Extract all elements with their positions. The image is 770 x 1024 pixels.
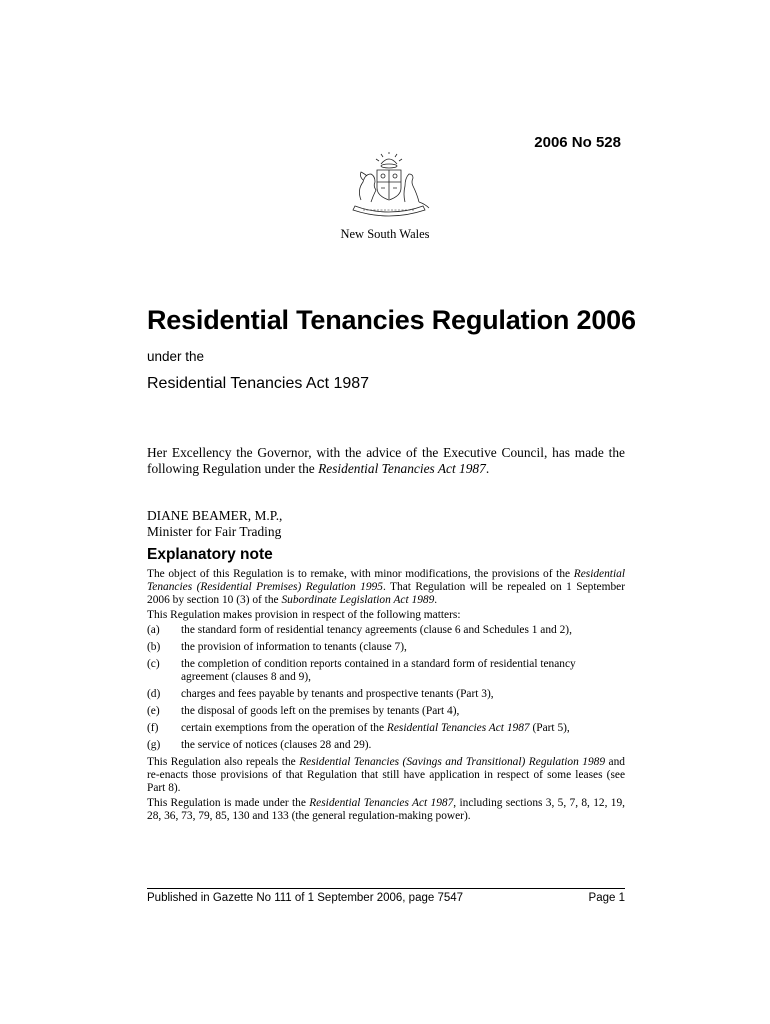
list-item-label: (d) (147, 688, 161, 700)
preamble-act: Residential Tenancies Act 1987 (318, 461, 486, 476)
list-item-text: charges and fees payable by tenants and prospective tenants (Part 3), (181, 688, 494, 700)
text-run: This Regulation also repeals the (147, 756, 300, 768)
regulation-reference: Residential Tenancies (Savings and Transitional) Regulation 1989 (299, 756, 606, 768)
list-item-label: (g) (147, 739, 161, 751)
regulation-reference: Residential Tenancies (Residential Premises) Regulation 1995 (147, 568, 625, 593)
parent-act-name: Residential Tenancies Act 1987 (147, 375, 370, 392)
list-item (147, 739, 625, 752)
explanatory-note-body (147, 568, 625, 825)
explanatory-note-heading: Explanatory note (147, 546, 273, 563)
under-the-label: under the (147, 349, 205, 364)
list-item-text: the completion of condition reports contained in a standard form of residential tenancy agreement (clauses 8 and 9), (181, 658, 576, 683)
list-item (147, 624, 625, 637)
list-item-label: (a) (147, 624, 160, 636)
enacting-preamble (147, 445, 625, 477)
nsw-coat-of-arms-icon (343, 152, 435, 218)
explanatory-paragraph-4 (147, 797, 625, 823)
text-run: certain exemptions from the operation of the (181, 722, 387, 734)
document-number: 2006 No 528 (534, 134, 621, 151)
list-item-text: the service of notices (clauses 28 and 29). (181, 739, 372, 751)
signatory-block (147, 508, 282, 540)
text-run: and re-enacts those provisions of that Regulation that still have application in respect of some leases (see Part 8). (147, 756, 625, 794)
act-reference: Residential Tenancies Act 1987 (386, 722, 530, 734)
regulation-title: Residential Tenancies Regulation 2006 (147, 305, 636, 335)
act-reference: Subordinate Legislation Act 1989 (281, 594, 435, 606)
page-number: Page 1 (588, 892, 625, 904)
list-item-label: (c) (147, 658, 160, 670)
list-item-label: (f) (147, 722, 159, 734)
list-item (147, 641, 625, 654)
list-item-text: the disposal of goods left on the premises by tenants (Part 4), (181, 705, 460, 717)
list-item-label: (b) (147, 641, 161, 653)
footer-divider (147, 888, 625, 889)
text-run: . (434, 594, 438, 606)
signatory-name: DIANE BEAMER, M.P., (147, 508, 283, 523)
act-reference: Residential Tenancies Act 1987 (309, 797, 454, 809)
explanatory-paragraph-2: This Regulation makes provision in respect of the following matters: (147, 609, 461, 621)
preamble-text: Her Excellency the Governor, with the advice of the Executive Council, has made the following Regulation under the (147, 445, 625, 476)
text-run: This Regulation is made under the (147, 797, 310, 809)
list-item (147, 722, 625, 735)
text-run: (Part 5), (529, 722, 570, 734)
list-item (147, 658, 625, 684)
preamble-end: . (485, 461, 490, 476)
text-run: . That Regulation will be repealed on 1 September 2006 by section 10 (3) of the (147, 581, 625, 606)
list-item-text (181, 722, 625, 735)
list-item (147, 705, 625, 718)
state-name: New South Wales (340, 227, 430, 241)
list-item-text: the provision of information to tenants (clause 7), (181, 641, 407, 653)
text-run: The object of this Regulation is to remake, with minor modifications, the provisions of the (147, 568, 574, 580)
explanatory-paragraph-1 (147, 568, 625, 607)
text-run: , including sections 3, 5, 7, 8, 12, 19, 28, 36, 73, 79, 85, 130 and 133 (the general regulation-making power). (147, 797, 625, 822)
list-item (147, 688, 625, 701)
list-item-label: (e) (147, 705, 160, 717)
gazette-citation: Published in Gazette No 111 of 1 September 2006, page 7547 (147, 892, 464, 904)
signatory-role: Minister for Fair Trading (147, 524, 282, 539)
list-item-text: the standard form of residential tenancy agreements (clause 6 and Schedules 1 and 2), (181, 624, 572, 636)
explanatory-paragraph-3 (147, 756, 625, 795)
